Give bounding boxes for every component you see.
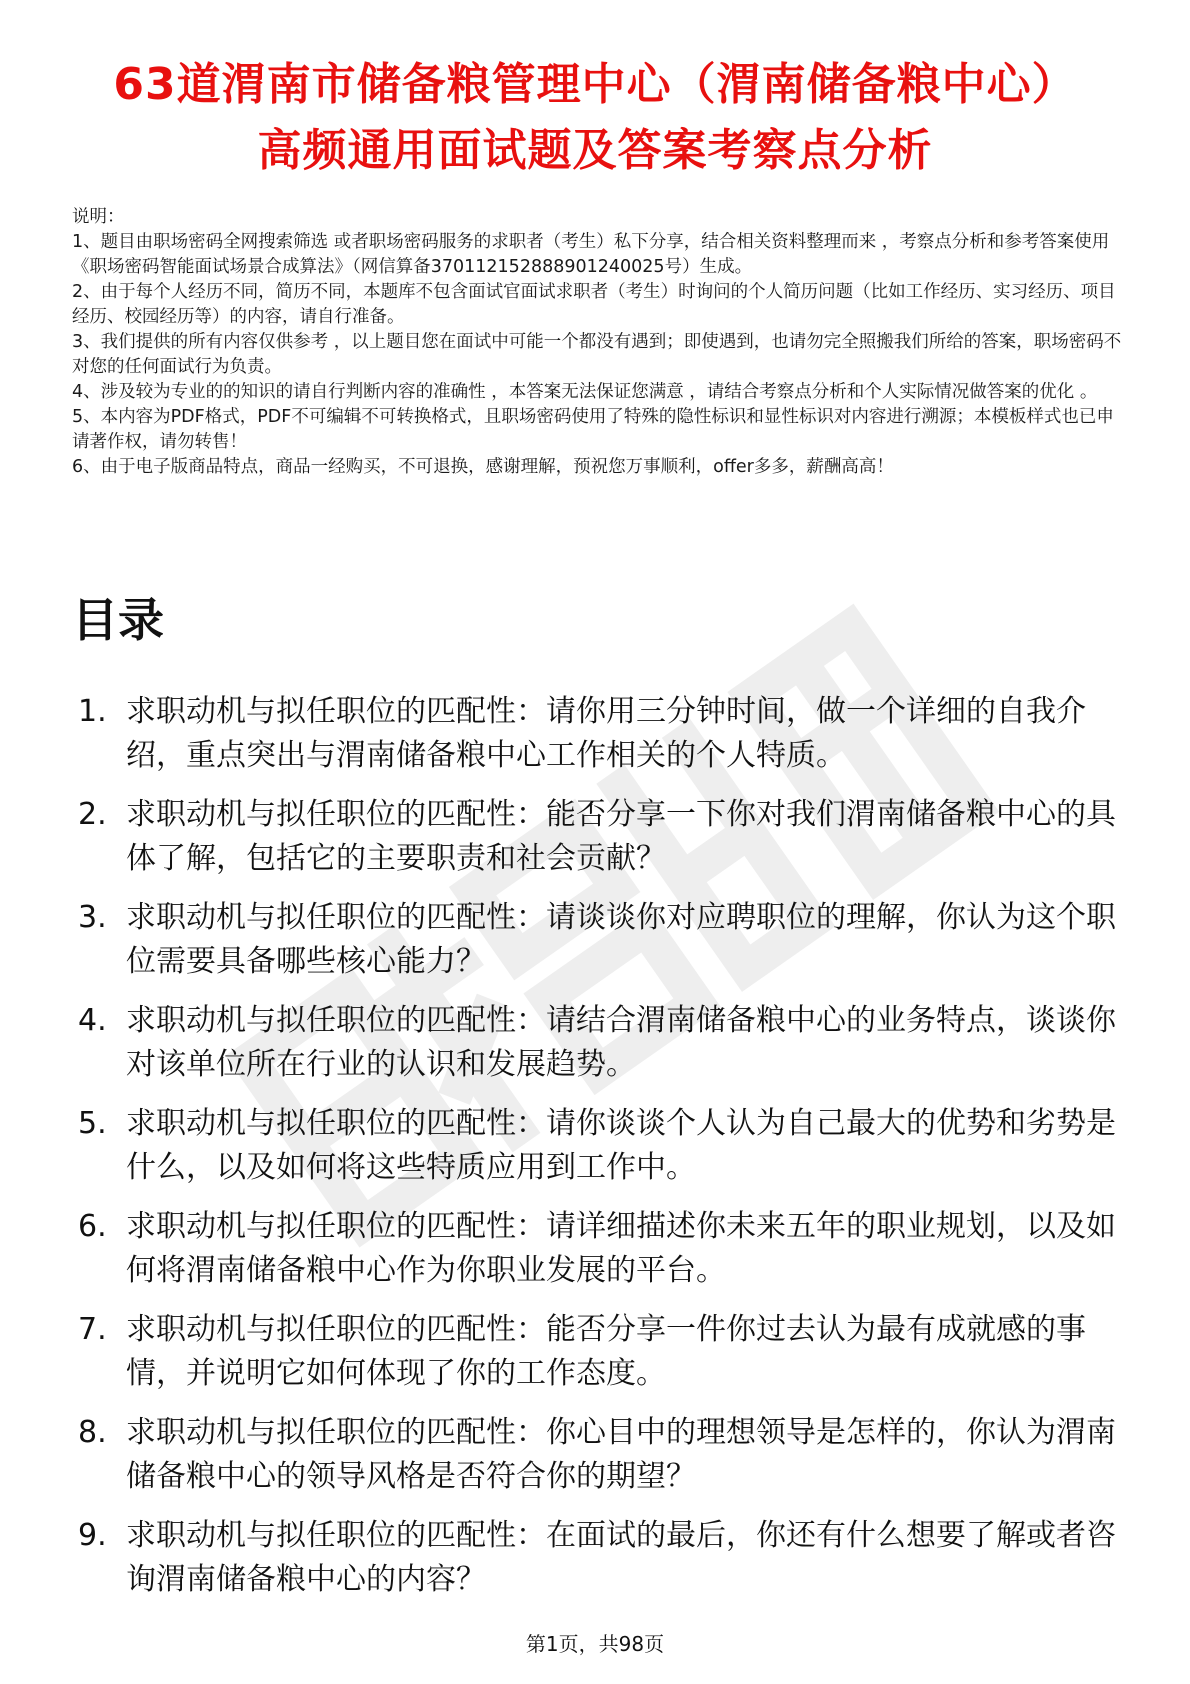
toc-item[interactable] <box>78 1205 1128 1293</box>
toc-item[interactable] <box>78 793 1128 881</box>
toc-item-number: 9. <box>78 1518 107 1553</box>
notes-heading: 说明： <box>72 207 125 227</box>
toc-list <box>78 690 1128 1617</box>
toc-item-text: 求职动机与拟任职位的匹配性：在面试的最后，你还有什么想要了解或者咨询渭南储备粮中心的内容？ <box>126 1518 1116 1597</box>
note-item: 1、题目由职场密码全网搜索筛选 或者职场密码服务的求职者（考生）私下分享，结合相关资料整理而来 ，考察点分析和参考答案使用《职场密码智能面试场景合成算法》（网信算备370112152888901240025号）生成。 <box>72 232 1110 277</box>
toc-item[interactable] <box>78 1514 1128 1602</box>
toc-item-number: 5. <box>78 1106 107 1141</box>
toc-heading: 目录 <box>72 593 164 647</box>
note-item: 2、由于每个人经历不同，简历不同，本题库不包含面试官面试求职者（考生）时询问的个人简历问题（比如工作经历、实习经历、项目经历、校园经历等）的内容，请自行准备。 <box>72 282 1116 327</box>
toc-item[interactable] <box>78 1411 1128 1499</box>
toc-item-number: 2. <box>78 797 107 832</box>
toc-item-number: 6. <box>78 1209 107 1244</box>
toc-item-text: 求职动机与拟任职位的匹配性：请详细描述你未来五年的职业规划，以及如何将渭南储备粮中心作为你职业发展的平台。 <box>126 1209 1116 1288</box>
notes-section <box>72 205 1122 480</box>
toc-item[interactable] <box>78 1308 1128 1396</box>
page-footer: 第1页，共98页 <box>525 1632 665 1656</box>
toc-item-number: 7. <box>78 1312 107 1347</box>
toc-item-text: 求职动机与拟任职位的匹配性：你心目中的理想领导是怎样的，你认为渭南储备粮中心的领导风格是否符合你的期望？ <box>126 1415 1116 1494</box>
toc-item-number: 4. <box>78 1003 107 1038</box>
toc-item-text: 求职动机与拟任职位的匹配性：请结合渭南储备粮中心的业务特点，谈谈你对该单位所在行业的认识和发展趋势。 <box>126 1003 1116 1082</box>
toc-item-text: 求职动机与拟任职位的匹配性：能否分享一件你过去认为最有成就感的事情，并说明它如何体现了你的工作态度。 <box>126 1312 1086 1391</box>
document-title: 63道渭南市储备粮管理中心（渭南储备粮中心）高频通用面试题及答案考察点分析 <box>113 59 1077 176</box>
toc-item[interactable] <box>78 690 1128 778</box>
toc-item-text: 求职动机与拟任职位的匹配性：请谈谈你对应聘职位的理解，你认为这个职位需要具备哪些核心能力？ <box>126 900 1116 979</box>
toc-item-number: 8. <box>78 1415 107 1450</box>
note-item: 6、由于电子版商品特点，商品一经购买，不可退换，感谢理解，预祝您万事顺利，offer多多，薪酬高高！ <box>72 457 894 477</box>
note-item: 3、我们提供的所有内容仅供参考 ，以上题目您在面试中可能一个都没有遇到；即使遇到，也请勿完全照搬我们所给的答案，职场密码不对您的任何面试行为负责。 <box>72 332 1122 377</box>
note-item: 5、本内容为PDF格式，PDF不可编辑不可转换格式，且职场密码使用了特殊的隐性标识和显性标识对内容进行溯源；本模板样式也已申请著作权，请勿转售！ <box>72 407 1114 452</box>
toc-item-text: 求职动机与拟任职位的匹配性：请你谈谈个人认为自己最大的优势和劣势是什么，以及如何将这些特质应用到工作中。 <box>126 1106 1116 1185</box>
toc-item-number: 1. <box>78 694 107 729</box>
toc-item[interactable] <box>78 896 1128 984</box>
toc-item[interactable] <box>78 999 1128 1087</box>
toc-item-number: 3. <box>78 900 107 935</box>
toc-item-text: 求职动机与拟任职位的匹配性：能否分享一下你对我们渭南储备粮中心的具体了解，包括它的主要职责和社会贡献？ <box>126 797 1116 876</box>
toc-item-text: 求职动机与拟任职位的匹配性：请你用三分钟时间，做一个详细的自我介绍，重点突出与渭南储备粮中心工作相关的个人特质。 <box>126 694 1086 773</box>
note-item: 4、涉及较为专业的的知识的请自行判断内容的准确性 ，本答案无法保证您满意 ，请结合考察点分析和个人实际情况做答案的优化 。 <box>72 382 1098 402</box>
toc-item[interactable] <box>78 1102 1128 1190</box>
